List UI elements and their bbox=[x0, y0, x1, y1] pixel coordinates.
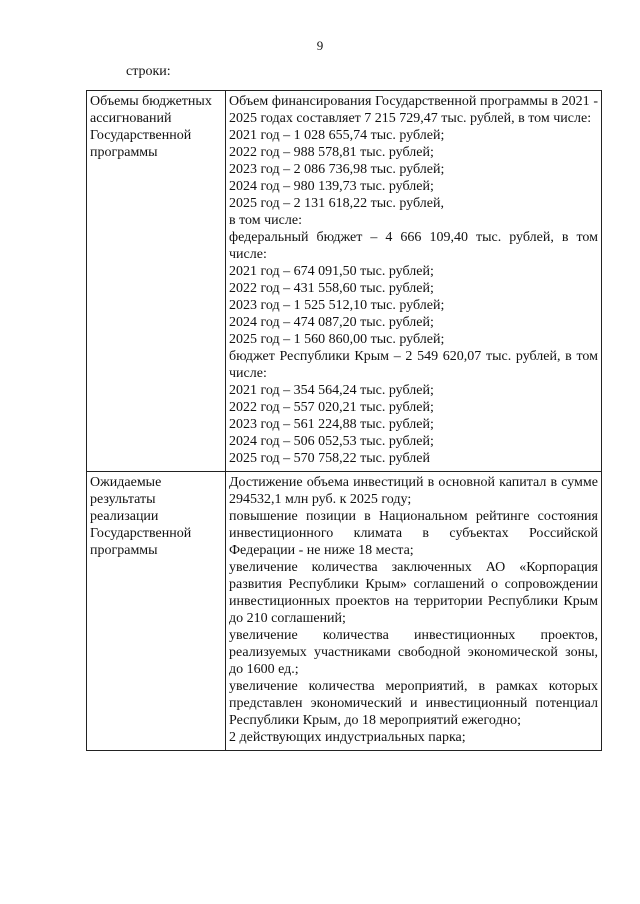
content-line: повышение позиции в Национальном рейтинге состояния инвестиционного климата в субъектах Российской Федерации - не ниже 18 места; bbox=[229, 509, 598, 558]
table-row-results bbox=[87, 472, 602, 751]
content-line: 2022 год – 431 558,60 тыс. рублей; bbox=[229, 281, 434, 296]
content-line: 2025 год – 2 131 618,22 тыс. рублей, bbox=[229, 196, 444, 211]
label-line: Объемы бюджетных bbox=[90, 94, 212, 109]
table-row-budget bbox=[87, 91, 602, 472]
label-line: реализации bbox=[90, 509, 159, 524]
content-line: 2024 год – 506 052,53 тыс. рублей; bbox=[229, 434, 434, 449]
content-line: в том числе: bbox=[229, 213, 302, 228]
label-line: результаты bbox=[90, 492, 156, 507]
content-line: 2024 год – 474 087,20 тыс. рублей; bbox=[229, 315, 434, 330]
content-line: 2021 год – 354 564,24 тыс. рублей; bbox=[229, 383, 434, 398]
program-table bbox=[86, 90, 602, 751]
intro-text: строки: bbox=[126, 64, 171, 79]
label-line: Ожидаемые bbox=[90, 475, 162, 490]
content-line: 2024 год – 980 139,73 тыс. рублей; bbox=[229, 179, 434, 194]
label-line: программы bbox=[90, 543, 158, 558]
label-line: ассигнований bbox=[90, 111, 172, 126]
content-line: 2021 год – 674 091,50 тыс. рублей; bbox=[229, 264, 434, 279]
row-label-results bbox=[87, 472, 226, 751]
row-label-budget bbox=[87, 91, 226, 472]
content-line: 2023 год – 2 086 736,98 тыс. рублей; bbox=[229, 162, 445, 177]
page-number: 9 bbox=[316, 38, 324, 53]
content-line: 2021 год – 1 028 655,74 тыс. рублей; bbox=[229, 128, 445, 143]
label-line: программы bbox=[90, 145, 158, 160]
row-content-budget bbox=[226, 91, 602, 472]
row-content-results bbox=[226, 472, 602, 751]
content-line: 2 действующих индустриальных парка; bbox=[229, 730, 466, 745]
content-line: Объем финансирования Государственной программы в 2021 - 2025 годах составляет 7 215 729,47 тыс. рублей, в том числе: bbox=[229, 94, 598, 126]
content-line: 2022 год – 988 578,81 тыс. рублей; bbox=[229, 145, 434, 160]
content-line: 2023 год – 561 224,88 тыс. рублей; bbox=[229, 417, 434, 432]
content-line: увеличение количества заключенных АО «Корпорация развития Республики Крым» соглашений о сопровождении инвестиционных проектов на территории Республики Крым до 210 соглашений; bbox=[229, 560, 598, 626]
content-line: бюджет Республики Крым – 2 549 620,07 тыс. рублей, в том числе: bbox=[229, 349, 598, 381]
label-line: Государственной bbox=[90, 128, 192, 143]
content-line: Достижение объема инвестиций в основной капитал в сумме 294532,1 млн руб. к 2025 году; bbox=[229, 475, 598, 507]
content-line: увеличение количества мероприятий, в рамках которых представлен экономический и инвестиционный потенциал Республики Крым, до 18 мероприятий ежегодно; bbox=[229, 679, 598, 728]
content-line: федеральный бюджет – 4 666 109,40 тыс. рублей, в том числе: bbox=[229, 230, 598, 262]
content-line: 2025 год – 570 758,22 тыс. рублей bbox=[229, 451, 430, 466]
content-line: 2023 год – 1 525 512,10 тыс. рублей; bbox=[229, 298, 445, 313]
label-line: Государственной bbox=[90, 526, 192, 541]
content-line: 2022 год – 557 020,21 тыс. рублей; bbox=[229, 400, 434, 415]
content-line: 2025 год – 1 560 860,00 тыс. рублей; bbox=[229, 332, 445, 347]
content-line: увеличение количества инвестиционных проектов, реализуемых участниками свободной экономической зоны, до 1600 ед.; bbox=[229, 628, 598, 677]
